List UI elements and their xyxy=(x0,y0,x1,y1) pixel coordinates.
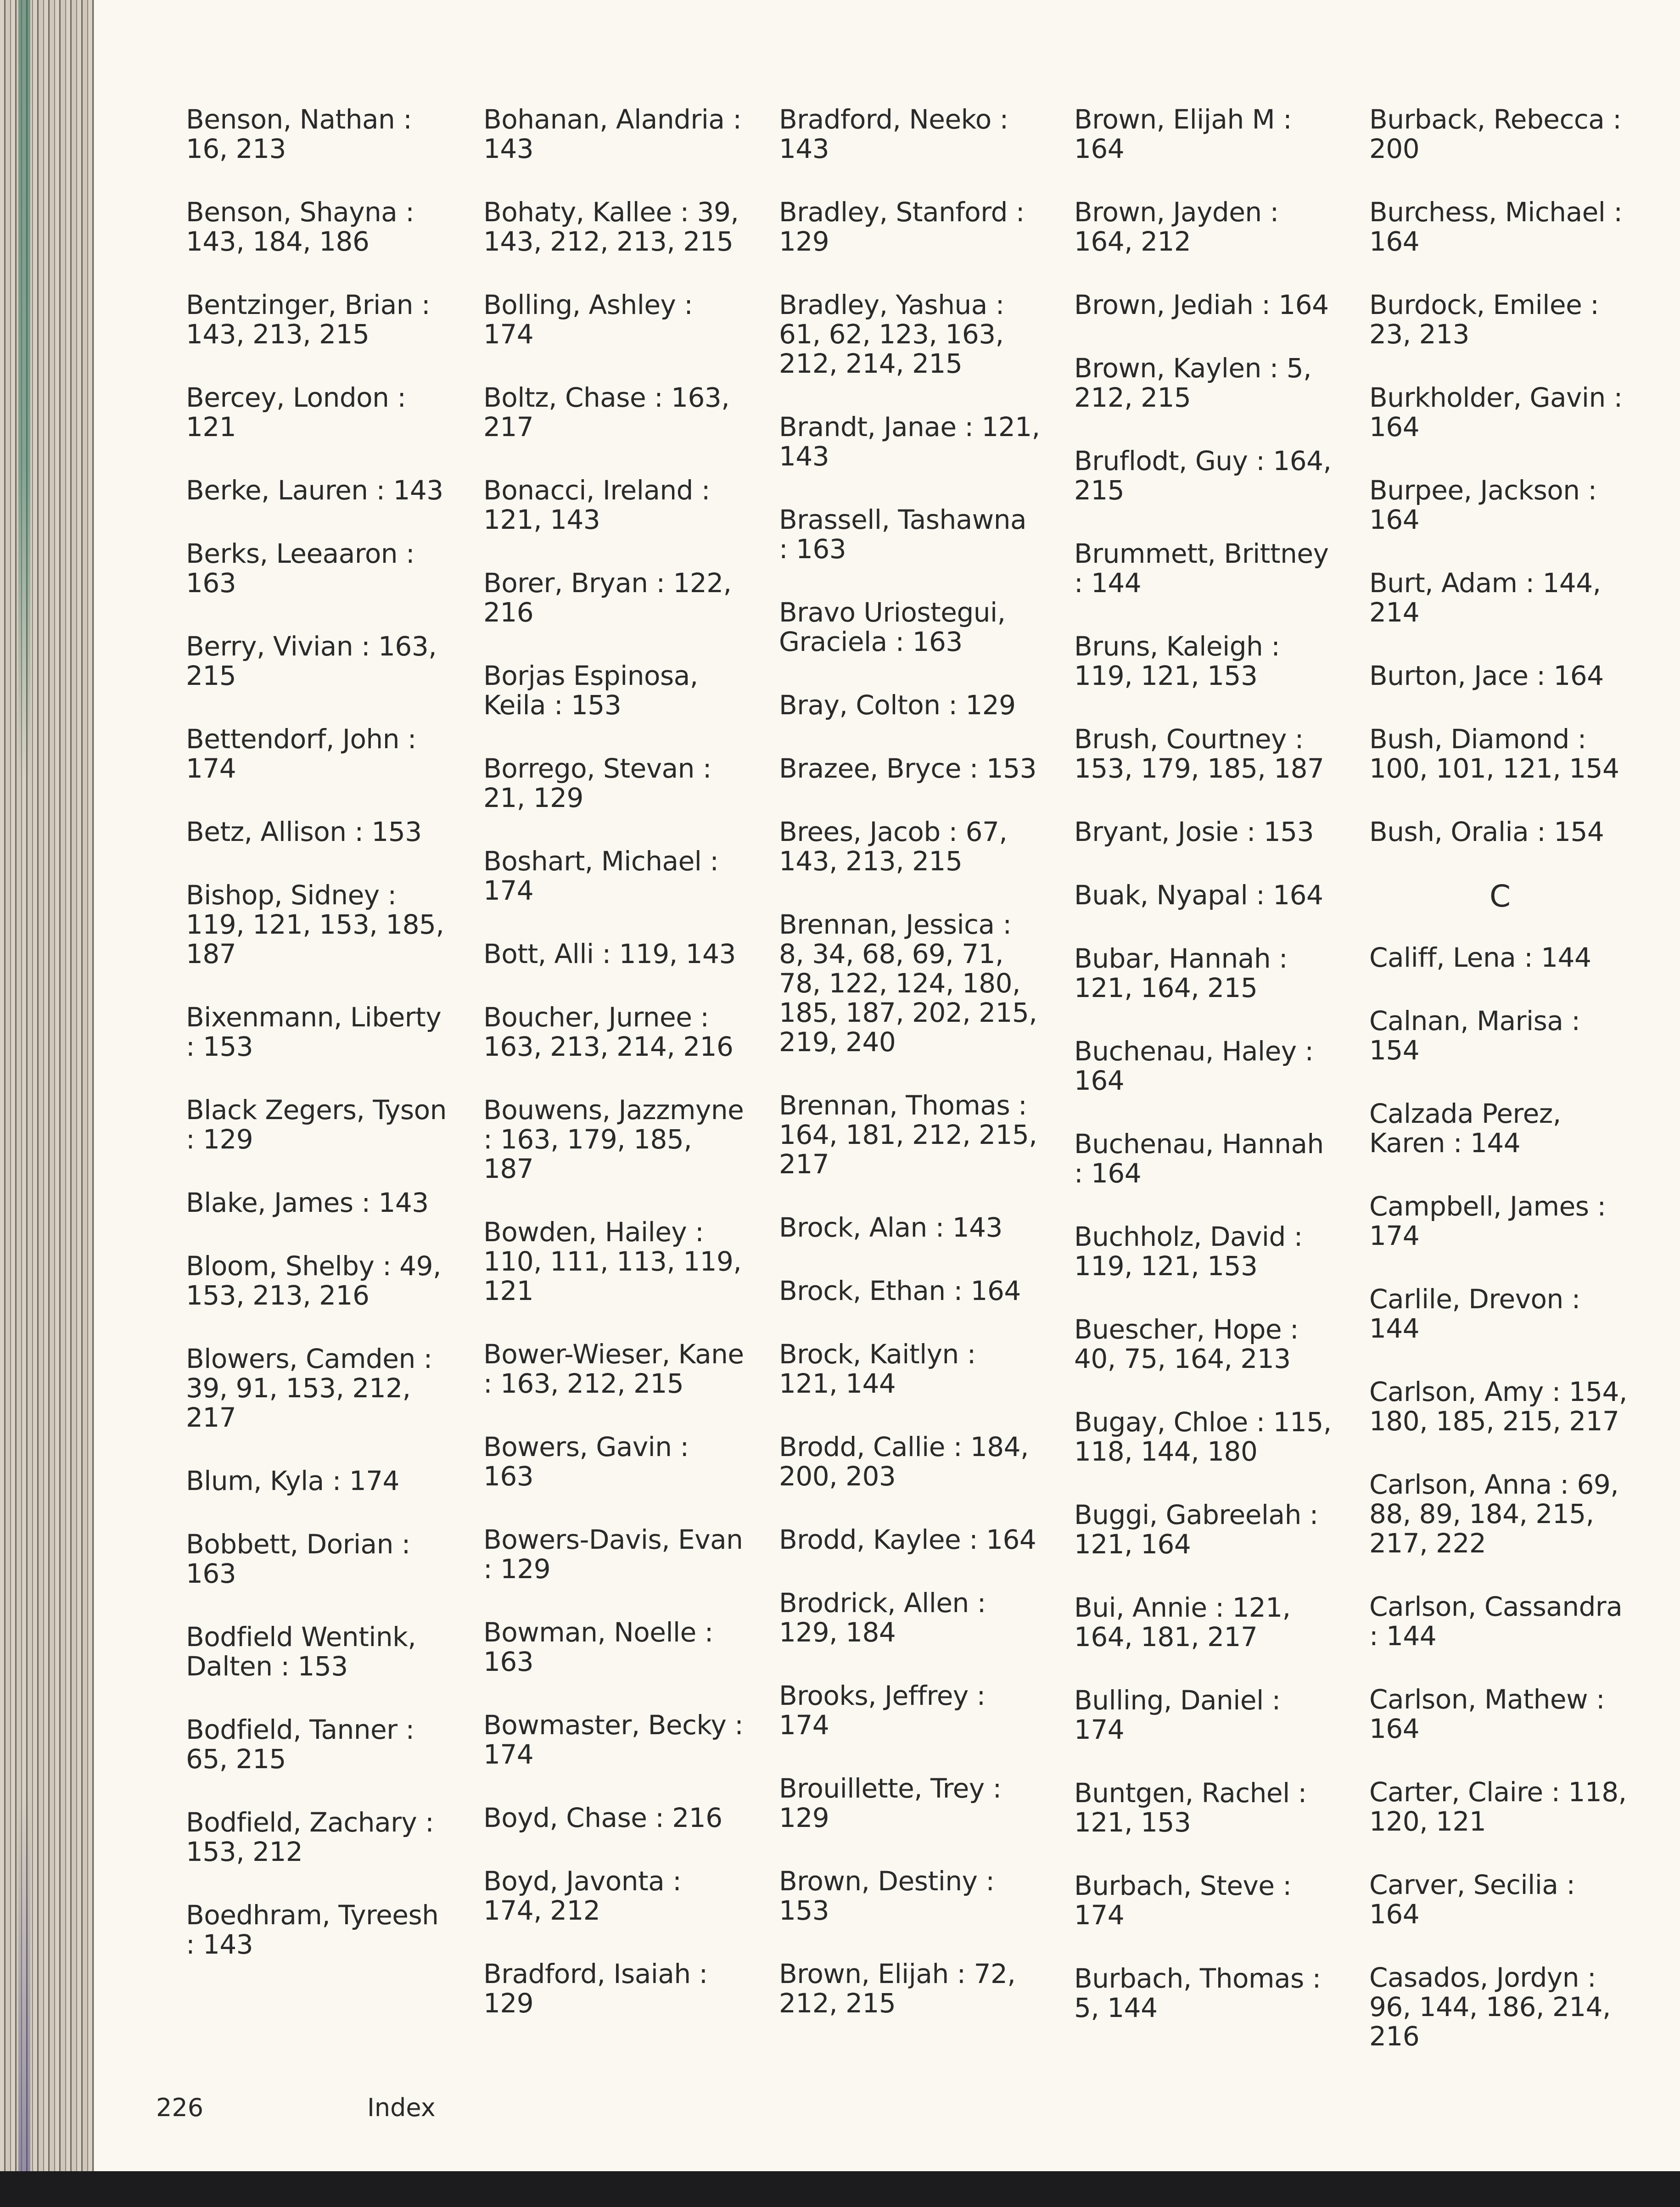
index-entry: Bush, Diamond : 100, 101, 121, 154 xyxy=(1369,723,1619,784)
index-entry: Brown, Destiny : 153 xyxy=(779,1865,995,1926)
index-entry: Blum, Kyla : 174 xyxy=(186,1465,399,1496)
index-entry: Brazee, Bryce : 153 xyxy=(779,753,1037,784)
index-entry: Bodfield, Tanner : 65, 215 xyxy=(186,1714,414,1775)
index-entry: Boyd, Chase : 216 xyxy=(483,1802,722,1833)
index-entry: Burt, Adam : 144, 214 xyxy=(1369,567,1601,628)
index-entry: Brown, Elijah : 72, 212, 215 xyxy=(779,1958,1016,2019)
index-entry: Brown, Jediah : 164 xyxy=(1074,289,1329,320)
index-entry: Boedhram, Tyreesh : 143 xyxy=(186,1899,439,1960)
index-entry: Brouillette, Trey : 129 xyxy=(779,1773,1002,1833)
index-entry: Black Zegers, Tyson : 129 xyxy=(186,1094,447,1155)
index-entry: Bower-Wieser, Kane : 163, 212, 215 xyxy=(483,1339,744,1399)
index-column-3 xyxy=(779,105,1041,2052)
index-entry: Berry, Vivian : 163, 215 xyxy=(186,631,437,691)
index-entry: Buntgen, Rachel : 121, 153 xyxy=(1074,1777,1307,1838)
index-entry: Boucher, Jurnee : 163, 213, 214, 216 xyxy=(483,1002,734,1062)
index-entry: Brees, Jacob : 67, 143, 213, 215 xyxy=(779,816,1008,877)
index-entry: Brooks, Jeffrey : 174 xyxy=(779,1680,986,1741)
index-entry: Bixenmann, Liberty : 153 xyxy=(186,1002,442,1062)
index-entry: Bubar, Hannah : 121, 164, 215 xyxy=(1074,943,1288,1003)
index-entry: Brennan, Thomas : 164, 181, 212, 215, 217 xyxy=(779,1090,1037,1180)
index-entry: Califf, Lena : 144 xyxy=(1369,942,1591,973)
index-entry: Buak, Nyapal : 164 xyxy=(1074,879,1323,911)
index-entry: Bradford, Neeko : 143 xyxy=(779,104,1008,164)
index-entry: Casados, Jordyn : 96, 144, 186, 214, 216 xyxy=(1369,1962,1611,2052)
index-entry: Brown, Elijah M : 164 xyxy=(1074,104,1292,164)
index-entry: Bettendorf, John : 174 xyxy=(186,723,416,784)
scan-bottom-border xyxy=(0,2171,1680,2207)
index-entry: Brassell, Tashawna : 163 xyxy=(779,504,1027,565)
index-entry: Calnan, Marisa : 154 xyxy=(1369,1005,1580,1066)
index-column-4 xyxy=(1074,105,1336,2056)
index-entry: Bui, Annie : 121, 164, 181, 217 xyxy=(1074,1592,1291,1652)
index-entry: Bentzinger, Brian : 143, 213, 215 xyxy=(186,289,431,350)
index-entry: Borer, Bryan : 122, 216 xyxy=(483,567,732,628)
index-entry: Buchholz, David : 119, 121, 153 xyxy=(1074,1221,1303,1282)
index-entry: Borrego, Stevan : 21, 129 xyxy=(483,753,711,813)
index-entry: Brock, Alan : 143 xyxy=(779,1212,1002,1243)
index-columns xyxy=(186,104,1627,2052)
index-entry: Bowers, Gavin : 163 xyxy=(483,1431,689,1492)
index-entry: Berks, Leeaaron : 163 xyxy=(186,538,415,599)
index-entry: Bowers-Davis, Evan : 129 xyxy=(483,1524,743,1585)
index-entry: Bradford, Isaiah : 129 xyxy=(483,1958,708,2019)
index-entry: Bolling, Ashley : 174 xyxy=(483,289,693,350)
index-entry: Bugay, Chloe : 115, 118, 144, 180 xyxy=(1074,1406,1332,1467)
index-entry: Burback, Rebecca : 200 xyxy=(1369,104,1622,164)
index-entry: Bodfield, Zachary : 153, 212 xyxy=(186,1807,434,1867)
index-entry: Brock, Kaitlyn : 121, 144 xyxy=(779,1339,976,1399)
index-entry: Blowers, Camden : 39, 91, 153, 212, 217 xyxy=(186,1343,432,1433)
index-column-5 xyxy=(1369,105,1631,2085)
page-edge-tint-bottom xyxy=(18,1790,30,2207)
index-entry: Carter, Claire : 118, 120, 121 xyxy=(1369,1776,1627,1837)
index-entry: Bodfield Wentink, Dalten : 153 xyxy=(186,1621,416,1682)
index-entry: Burbach, Steve : 174 xyxy=(1074,1870,1292,1931)
index-entry: Benson, Nathan : 16, 213 xyxy=(186,104,412,164)
index-entry: Buchenau, Hannah : 164 xyxy=(1074,1128,1324,1189)
book-page-edges xyxy=(0,0,96,2207)
index-entry: Burkholder, Gavin : 164 xyxy=(1369,382,1623,443)
index-entry: Burpee, Jackson : 164 xyxy=(1369,475,1597,535)
index-entry: Brummett, Brittney : 144 xyxy=(1074,538,1329,599)
index-entry: Bray, Colton : 129 xyxy=(779,689,1016,721)
index-entry: Boltz, Chase : 163, 217 xyxy=(483,382,730,443)
index-entry: Brennan, Jessica : 8, 34, 68, 69, 71, 78, 122, 124, 180, 185, 187, 202, 215, 219, 240 xyxy=(779,909,1037,1058)
index-entry: Bradley, Yashua : 61, 62, 123, 163, 212, 214, 215 xyxy=(779,289,1004,379)
index-entry: Bouwens, Jazzmyne : 163, 179, 185, 187 xyxy=(483,1094,744,1184)
index-entry: Bohanan, Alandria : 143 xyxy=(483,104,742,164)
page-edge-tint-top xyxy=(18,0,30,780)
index-entry: Burchess, Michael : 164 xyxy=(1369,196,1623,257)
index-entry: Bishop, Sidney : 119, 121, 153, 185, 187 xyxy=(186,879,444,969)
index-entry: Bulling, Daniel : 174 xyxy=(1074,1685,1281,1745)
index-entry: Carlson, Anna : 69, 88, 89, 184, 215, 217, 222 xyxy=(1369,1469,1619,1559)
index-entry: Brodd, Kaylee : 164 xyxy=(779,1524,1036,1555)
index-entry: Buggi, Gabreelah : 121, 164 xyxy=(1074,1499,1318,1560)
section-label: Index xyxy=(367,2093,436,2122)
index-entry: Bobbett, Dorian : 163 xyxy=(186,1529,410,1589)
index-entry: Bercey, London : 121 xyxy=(186,382,406,443)
index-entry: Burbach, Thomas : 5, 144 xyxy=(1074,1963,1321,2023)
index-entry: Blake, James : 143 xyxy=(186,1187,429,1218)
index-entry: Bowman, Noelle : 163 xyxy=(483,1617,713,1677)
index-entry: Borjas Espinosa, Keila : 153 xyxy=(483,660,698,721)
index-entry: Bruns, Kaleigh : 119, 121, 153 xyxy=(1074,631,1280,691)
index-entry: Brock, Ethan : 164 xyxy=(779,1275,1021,1306)
index-entry: Benson, Shayna : 143, 184, 186 xyxy=(186,196,414,257)
index-entry: Bonacci, Ireland : 121, 143 xyxy=(483,475,710,535)
index-column-1 xyxy=(186,105,448,1993)
index-entry: Bott, Alli : 119, 143 xyxy=(483,938,736,969)
index-entry: Carlson, Mathew : 164 xyxy=(1369,1684,1605,1744)
index-entry: Buescher, Hope : 40, 75, 164, 213 xyxy=(1074,1314,1299,1374)
page-number: 226 xyxy=(156,2093,204,2122)
index-entry: Bruflodt, Guy : 164, 215 xyxy=(1074,445,1332,506)
index-entry: Brown, Kaylen : 5, 212, 215 xyxy=(1074,353,1312,413)
index-entry: Brown, Jayden : 164, 212 xyxy=(1074,196,1279,257)
index-entry: Carver, Secilia : 164 xyxy=(1369,1869,1575,1930)
index-entry: Buchenau, Haley : 164 xyxy=(1074,1036,1314,1096)
index-entry: Brodrick, Allen : 129, 184 xyxy=(779,1587,986,1648)
index-entry: Bohaty, Kallee : 39, 143, 212, 213, 215 xyxy=(483,196,739,257)
index-entry: Bravo Uriostegui, Graciela : 163 xyxy=(779,597,1006,657)
index-entry: Boyd, Javonta : 174, 212 xyxy=(483,1865,682,1926)
index-entry: Burdock, Emilee : 23, 213 xyxy=(1369,289,1599,350)
index-entry: Carlson, Amy : 154, 180, 185, 215, 217 xyxy=(1369,1376,1627,1437)
index-entry: Bowmaster, Becky : 174 xyxy=(483,1709,744,1770)
index-entry: Calzada Perez, Karen : 144 xyxy=(1369,1098,1561,1159)
index-entry: Boshart, Michael : 174 xyxy=(483,846,719,906)
index-column-2 xyxy=(483,105,745,2052)
index-entry: Carlile, Drevon : 144 xyxy=(1369,1283,1580,1344)
index-entry: Berke, Lauren : 143 xyxy=(186,475,443,506)
index-entry: Bryant, Josie : 153 xyxy=(1074,816,1314,847)
index-entry: Campbell, James : 174 xyxy=(1369,1191,1606,1251)
index-entry: Burton, Jace : 164 xyxy=(1369,660,1604,691)
index-entry: Bradley, Stanford : 129 xyxy=(779,196,1025,257)
index-entry: Brodd, Callie : 184, 200, 203 xyxy=(779,1431,1029,1492)
index-entry: Bloom, Shelby : 49, 153, 213, 216 xyxy=(186,1250,441,1311)
index-entry: Brush, Courtney : 153, 179, 185, 187 xyxy=(1074,723,1324,784)
index-entry: Carlson, Cassandra : 144 xyxy=(1369,1591,1623,1652)
index-entry: Brandt, Janae : 121, 143 xyxy=(779,411,1040,472)
index-entry: Betz, Allison : 153 xyxy=(186,816,422,847)
index-entry: Bowden, Hailey : 110, 111, 113, 119, 121 xyxy=(483,1216,742,1306)
index-entry: Bush, Oralia : 154 xyxy=(1369,816,1604,847)
section-letter-heading: C xyxy=(1489,879,1511,914)
